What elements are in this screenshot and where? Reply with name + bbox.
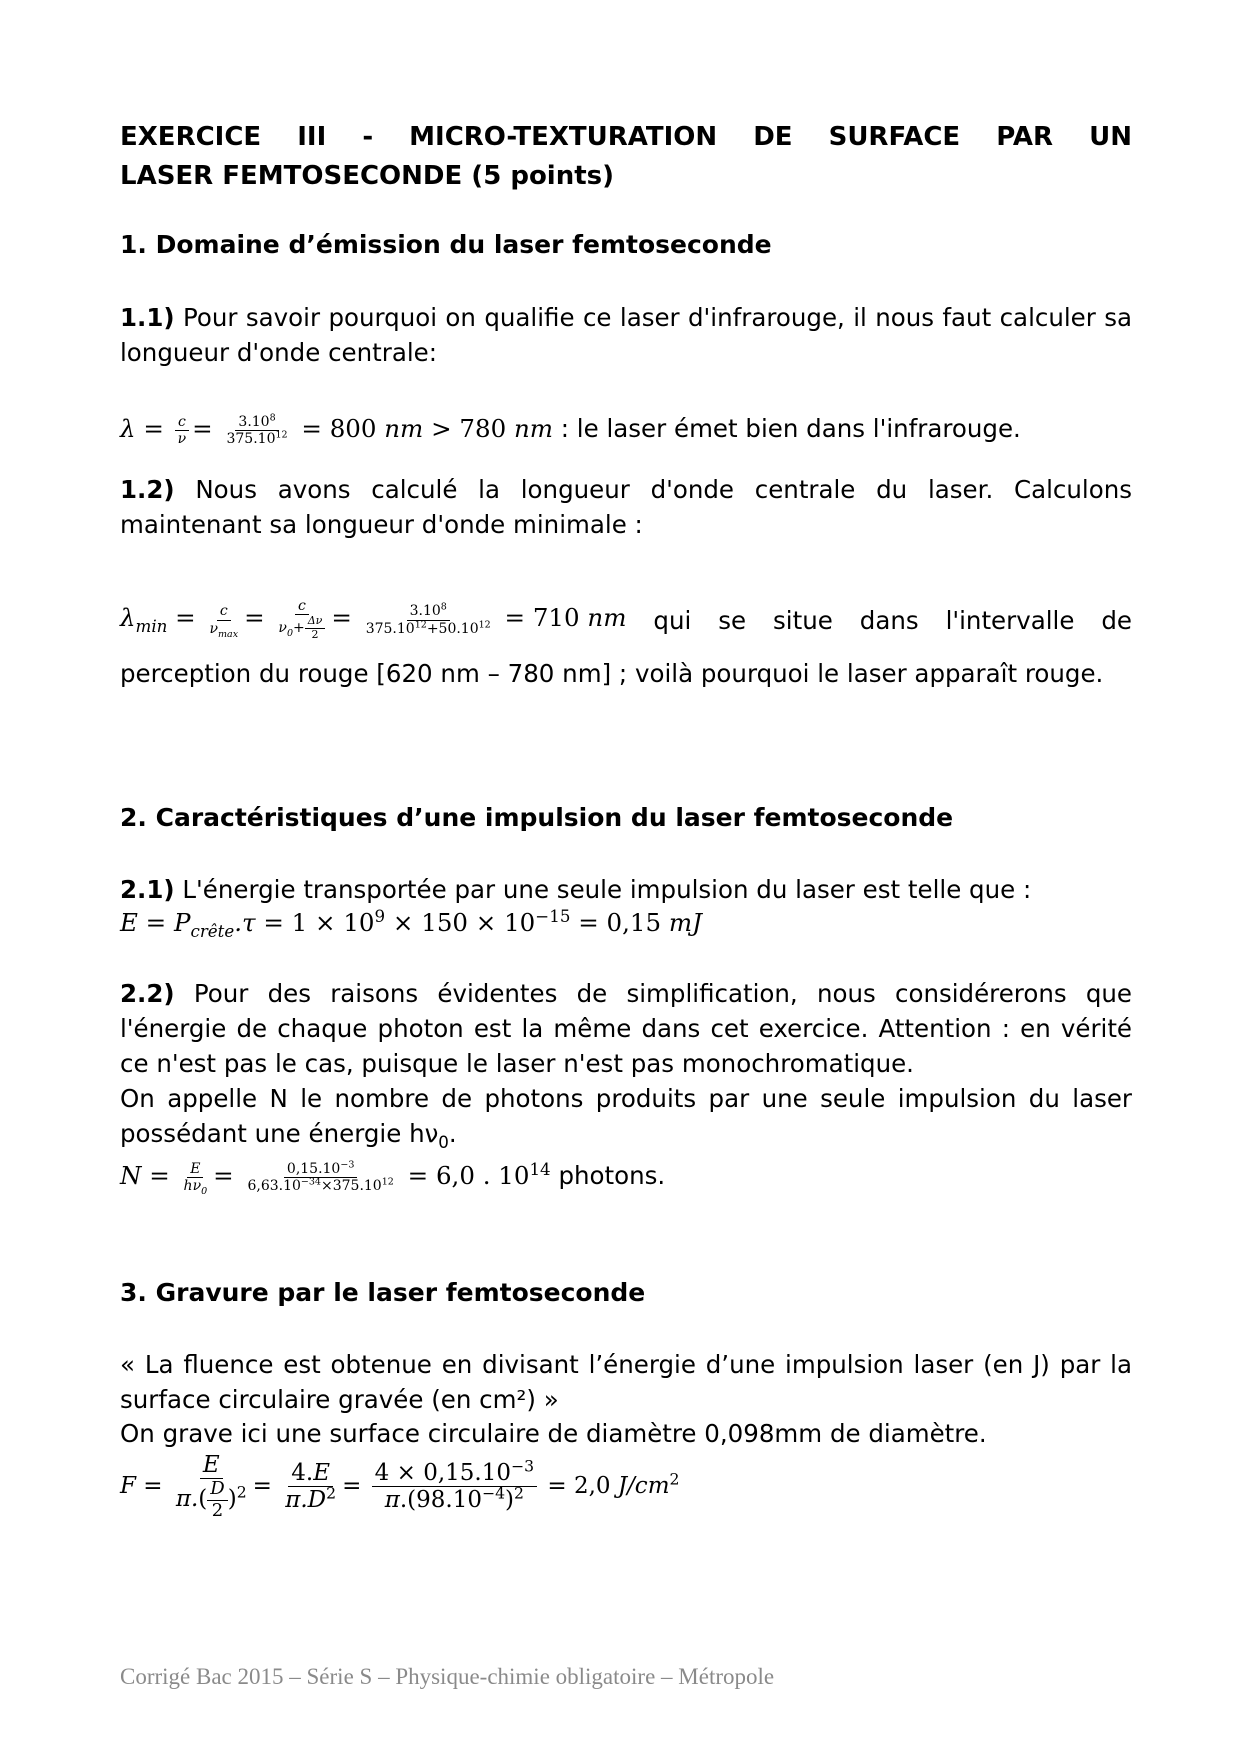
question-1-2-conclusion: perception du rouge [620 nm – 780 nm] ; voilà pourquoi le laser apparaît rouge.	[120, 659, 1104, 688]
equation-lambda-min-word-2: se	[718, 605, 747, 635]
equation-lambda-conclusion: : le laser émet bien dans l'infrarouge.	[560, 414, 1021, 443]
question-2-2-label: 2.2)	[120, 979, 175, 1008]
equation-lambda	[120, 405, 1132, 453]
equation-photons-unit: photons.	[558, 1161, 666, 1190]
question-2-1-label: 2.1)	[120, 875, 175, 904]
fluence-definition: « La fluence est obtenue en divisant l’énergie d’une impulsion laser (en J) par la surface circulaire gravée (en cm²) »	[120, 1350, 1132, 1414]
title-line-1: EXERCICE III - MICRO-TEXTURATION DE SURFACE PAR UN	[120, 122, 1132, 152]
equation-lambda-min	[120, 592, 1132, 648]
question-2-2-text-2: On appelle N le nombre de photons produits par une seule impulsion du laser possédant une énergie $h\nu_0$.	[120, 1084, 1132, 1152]
equation-energy: $E = P_{crête}.\tau = 1 \times 10^9 \times 150 \times 10^{-15} = 0,15$ mJ	[120, 906, 702, 941]
equation-lambda-formula: λ = $\frac{c}{\nu}$ = $\frac{3.10^8}{375.10^{12}}$ = 800 nm > 780 nm	[120, 412, 561, 447]
section-3-heading: 3. Gravure par le laser femtoseconde	[120, 1278, 646, 1307]
question-1-2-text: Nous avons calculé la longueur d'onde centrale du laser. Calculons maintenant sa longueur d'onde minimale :	[120, 475, 1132, 539]
question-1-1	[120, 300, 1132, 370]
equation-lambda-min-word-3: situe	[773, 605, 833, 635]
question-2-2	[120, 976, 1132, 1081]
equation-lambda-min-formula: $\lambda_{min}$ = $\frac{c}{\nu_{max}}$ = c $\nu_0+$ $\frac{\Delta\nu}{2}$ = $\frac{3.10^8}{375.10^{12}+50.10^{12}}$ = 710 nm	[120, 598, 627, 642]
question-1-2-label: 1.2)	[120, 475, 175, 504]
equation-lambda-min-word-4: dans	[859, 605, 919, 635]
equation-photons	[120, 1150, 1132, 1202]
equation-fluence: F = E π.( $\frac{D}{2}$ )$^2$ = $\frac{4.E}{\pi.D^2}$ = $\frac{4 \times 0,15.10^{-3}}{\pi.(98.10^{-4})^2}$ = 2,0 $J/cm^2$	[120, 1452, 680, 1522]
section-2-heading: 2. Caractéristiques d’une impulsion du laser femtoseconde	[120, 803, 954, 832]
title-line-2: LASER FEMTOSECONDE (5 points)	[120, 161, 615, 191]
question-2-1	[120, 872, 1132, 907]
equation-photons-formula: N = $\frac{E}{h\nu_0}$ = $\frac{0,15.10^{-3}}{6,63.10^{-34}\times 375.10^{12}}$ = 6,0 . $10^{14}$	[120, 1159, 551, 1197]
equation-lambda-min-word-5: l'intervalle	[945, 605, 1075, 635]
equation-lambda-min-word-1: qui	[653, 605, 692, 635]
section-1-heading: 1. Domaine d’émission du laser femtoseconde	[120, 230, 772, 259]
question-2-1-text: L'énergie transportée par une seule impulsion du laser est telle que :	[182, 875, 1032, 904]
question-1-1-label: 1.1)	[120, 303, 175, 332]
question-1-2	[120, 472, 1132, 542]
page-footer: Corrigé Bac 2015 – Série S – Physique-chimie obligatoire – Métropole	[120, 1664, 775, 1689]
exercise-title	[120, 118, 1132, 196]
engraving-diameter-text: On grave ici une surface circulaire de diamètre 0,098mm de diamètre.	[120, 1419, 987, 1448]
question-1-1-text: Pour savoir pourquoi on qualifie ce laser d'infrarouge, il nous faut calculer sa longueur d'onde centrale:	[120, 303, 1132, 367]
question-2-2-text: Pour des raisons évidentes de simplification, nous considérerons que l'énergie de chaque photon est la même dans cet exercice. Attention : en vérité ce n'est pas le cas, puisque le laser n'est pas monochromatique.	[120, 979, 1133, 1078]
equation-lambda-min-word-6: de	[1101, 605, 1132, 635]
question-2-2-definition: On appelle N le nombre de photons produits par une seule impulsion du laser possédant une énergie hν	[120, 1084, 1132, 1148]
